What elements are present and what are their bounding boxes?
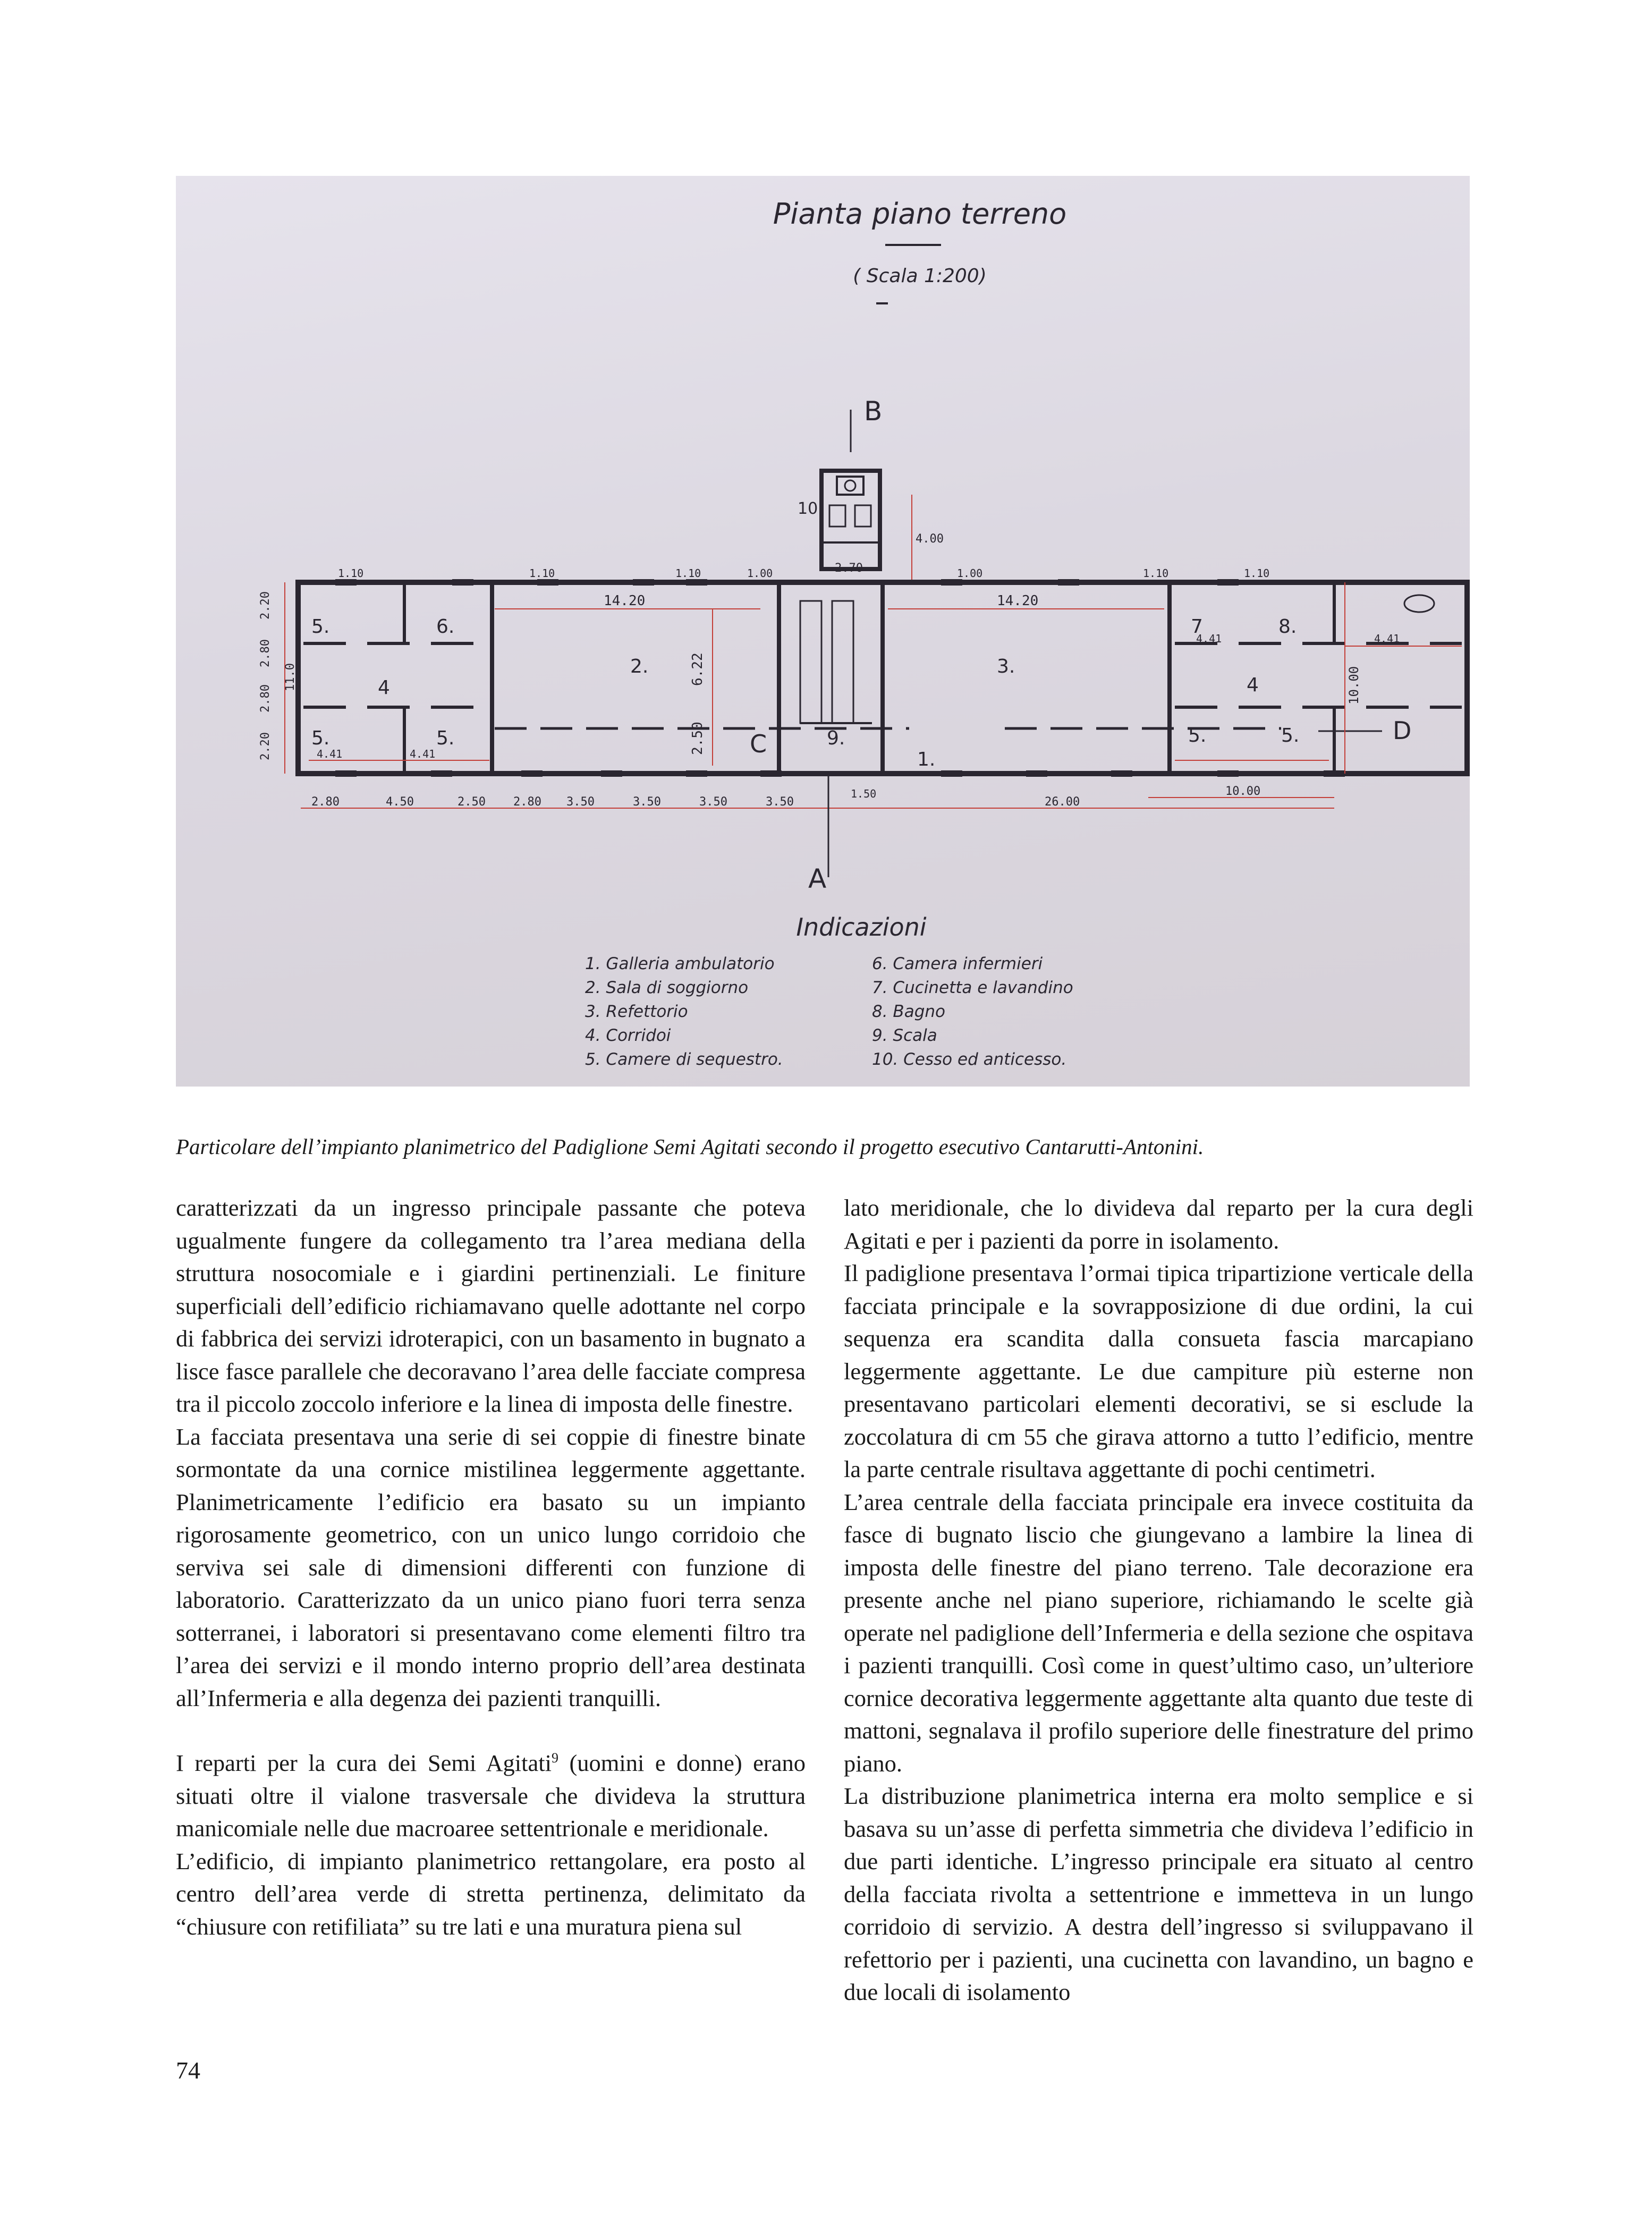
paragraph: La distribuzione planimetrica interna era molto semplice e si basava su un’asse di perfetta simmetria che divideva l’edificio in due parti identiche. L’ingresso principale era situato al centro della facciata rivolta a settentrione e immetteva in un lungo corridoio di servizio. A destra dell’ingresso si sviluppavano il refettorio per i pazienti, una cucinetta con lavandino, un bagno e due locali di isolamento — [844, 1783, 1473, 2005]
left-dimensions — [259, 591, 297, 760]
legend-item: 10. Cesso ed anticesso. — [872, 1050, 1067, 1069]
svg-text:14.20: 14.20 — [604, 593, 646, 609]
section-mark-b: B — [864, 396, 883, 427]
svg-text:4: 4 — [378, 677, 390, 699]
svg-text:10.00: 10.00 — [1346, 666, 1361, 705]
figure-caption: Particolare dell’impianto planimetrico del Padiglione Semi Agitati secondo il progetto esecutivo Cantarutti-Antonini. — [176, 1134, 1204, 1159]
paragraph: L’area centrale della facciata principale era invece costituita da fasce di bugnato liscio che giungevano a lambire la linea di imposta delle finestre del piano terreno. Tale decorazione era presente anche nel piano superiore, richiamando le scelte già operate nel padiglione dell’Infermeria e della sezione che ospitava i pazienti tranquilli. Così come in quest’ultimo caso, un’ulteriore cornice decorativa leggermente aggettante alta quanto due teste di mattoni, segnalava il profilo superiore delle finestrature del primo piano. — [844, 1488, 1473, 1777]
svg-text:5.: 5. — [311, 727, 330, 749]
svg-text:4: 4 — [1247, 674, 1259, 696]
svg-text:4.41: 4.41 — [1374, 632, 1400, 645]
footnote-reference[interactable]: 9 — [551, 1750, 558, 1766]
svg-text:2.80: 2.80 — [311, 795, 340, 809]
legend-item: 8. Bagno — [872, 1002, 945, 1021]
svg-text:8.: 8. — [1278, 616, 1297, 638]
svg-text:2.70: 2.70 — [835, 562, 863, 575]
svg-text:1.: 1. — [917, 749, 936, 770]
svg-text:3.50: 3.50 — [699, 795, 727, 809]
svg-text:2.80: 2.80 — [259, 639, 272, 667]
svg-text:1.10: 1.10 — [1143, 567, 1169, 580]
svg-text:3.50: 3.50 — [566, 795, 595, 809]
svg-text:1.50: 1.50 — [851, 787, 877, 800]
svg-text:3.50: 3.50 — [766, 795, 794, 809]
svg-text:5.: 5. — [1281, 725, 1300, 747]
paragraph: La facciata presentava una serie di sei coppie di finestre binate sormontate da una cornice mistilinea leggermente aggettante. Planimetricamente l’edificio era basato su un impianto rigorosamente geometrico, con un unico lungo corridoio che serviva sei sale di dimensioni differenti con funzione di laboratorio. Caratterizzato da un unico piano fuori terra senza sotterranei, i laboratori si presentavano come elementi filtro tra l’area dei servizi e il mondo interno proprio dell’area destinata all’Infermeria e alla degenza dei pazienti tranquilli. — [176, 1423, 806, 1711]
svg-text:2.20: 2.20 — [259, 732, 272, 760]
svg-text:1.10: 1.10 — [1244, 567, 1270, 580]
plan-title: Pianta piano terreno — [773, 197, 1067, 231]
svg-text:2.50: 2.50 — [458, 795, 486, 809]
svg-text:7: 7 — [1191, 616, 1203, 638]
svg-text:4.41: 4.41 — [410, 748, 436, 760]
legend-item: 6. Camera infermieri — [872, 954, 1043, 973]
svg-text:3.: 3. — [997, 656, 1015, 677]
section-mark-a: A — [808, 863, 827, 894]
svg-text:1.10: 1.10 — [675, 567, 701, 580]
paragraph: caratterizzati da un ingresso principale passante che poteva ugualmente fungere da collegamento tra l’area mediana della struttura nosocomiale e i giardini pertinenziali. Le finiture superficiali dell’edificio richiamavano quelle adottante nel corpo di fabbrica dei servizi idroterapici, con un basamento in bugnato a lisce fasce parallele che decoravano l’area delle facciate compresa tra il piccolo zoccolo inferiore e la linea di imposta delle finestre. — [176, 1194, 806, 1417]
top-dimensions — [338, 567, 1269, 580]
svg-text:5.: 5. — [1188, 725, 1207, 747]
svg-text:5.: 5. — [311, 616, 330, 638]
svg-text:1.00: 1.00 — [957, 567, 983, 580]
legend-item: 3. Refettorio — [585, 1002, 688, 1021]
svg-text:6.: 6. — [436, 616, 455, 638]
svg-text:14.20: 14.20 — [997, 593, 1039, 609]
svg-text:4.00: 4.00 — [916, 532, 944, 546]
svg-text:1.10: 1.10 — [529, 567, 555, 580]
svg-text:2.: 2. — [630, 656, 649, 677]
svg-text:2.80: 2.80 — [513, 795, 541, 809]
floor-plan-drawing — [176, 176, 1470, 1087]
right-column — [844, 1192, 1473, 2009]
section-mark-c: C — [750, 729, 767, 758]
svg-text:26.00: 26.00 — [1045, 795, 1080, 809]
toilet-block — [821, 471, 880, 569]
svg-text:9.: 9. — [827, 727, 845, 749]
legend — [585, 954, 1073, 1069]
room-numbers — [311, 616, 1299, 770]
svg-text:1.00: 1.00 — [747, 567, 773, 580]
svg-text:2.80: 2.80 — [259, 684, 272, 712]
bottom-dimensions — [311, 785, 1260, 809]
paragraph: I reparti per la cura dei Semi Agitati$^9$ (uomini e donne) erano situati oltre il vialone trasversale che divideva la struttura manicomiale nelle due macroaree settentrionale e meridionale. — [176, 1750, 806, 1842]
svg-text:10.00: 10.00 — [1225, 785, 1261, 798]
svg-text:3.50: 3.50 — [633, 795, 661, 809]
floor-plan-figure — [176, 176, 1470, 1087]
svg-text:4.41: 4.41 — [1196, 632, 1222, 645]
svg-text:4.41: 4.41 — [317, 748, 343, 760]
paragraph: L’edificio, di impianto planimetrico rettangolare, era posto al centro dell’area verde di stretta pertinenza, delimitato da “chiusure con retifiliata” su tre lati e una muratura piena sul — [176, 1847, 806, 1940]
section-mark-d: D — [1393, 716, 1412, 745]
page-number: 74 — [176, 2057, 200, 2084]
legend-item: 9. Scala — [872, 1026, 937, 1045]
legend-item: 2. Sala di soggiorno — [585, 978, 749, 997]
svg-text:6.22: 6.22 — [690, 652, 706, 686]
legend-item: 1. Galleria ambulatorio — [585, 954, 775, 973]
legend-item: 4. Corridoi — [585, 1026, 671, 1045]
plan-scale: ( Scala 1:200) — [853, 265, 987, 287]
left-column — [176, 1192, 806, 1943]
legend-item: 5. Camere di sequestro. — [585, 1050, 783, 1069]
paragraph: Il padiglione presentava l’ormai tipica tripartizione verticale della facciata principale e la sovrapposizione di due ordini, la cui sequenza era scandita dalla consueta fascia marcapiano leggermente aggettante. Le due campiture più esterne non presentavano particolari elementi decorativi, se si esclude la zoccolatura di cm 55 che girava attorno a tutto l’edificio, mentre la parte centrale risultava aggettante di pochi centimetri. — [844, 1260, 1473, 1482]
svg-text:1.10: 1.10 — [338, 567, 364, 580]
svg-text:11.0: 11.0 — [284, 663, 297, 691]
svg-text:4.50: 4.50 — [386, 795, 414, 809]
svg-text:2.20: 2.20 — [259, 591, 272, 620]
legend-title: Indicazioni — [796, 913, 927, 941]
inner-dimensions — [317, 593, 1400, 800]
room-10-number: 10. — [798, 499, 823, 518]
svg-text:5.: 5. — [436, 727, 455, 749]
svg-text:2.50: 2.50 — [690, 722, 706, 755]
legend-item: 7. Cucinetta e lavandino — [872, 978, 1073, 997]
paragraph: lato meridionale, che lo divideva dal reparto per la cura degli Agitati e per i pazienti da porre in isolamento. — [844, 1194, 1473, 1254]
